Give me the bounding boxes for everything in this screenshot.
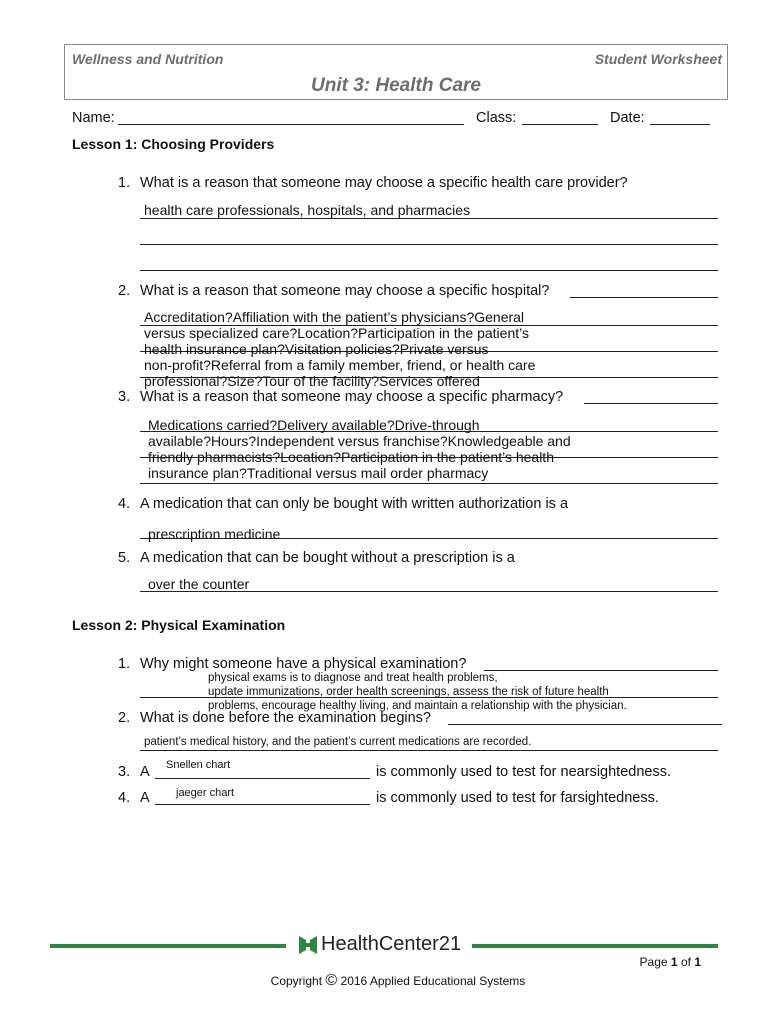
healthcenter-logo-icon: [299, 936, 317, 954]
answer-line[interactable]: [140, 591, 718, 592]
page-current: 1: [670, 955, 678, 969]
answer-line[interactable]: [570, 297, 718, 298]
answer-text: Snellen chart: [166, 759, 231, 771]
answer-line[interactable]: [140, 750, 718, 751]
footer-rule-left: [50, 944, 286, 948]
question-suffix: is commonly used to test for farsightedness.: [376, 790, 659, 806]
answer-text: insurance plan?Traditional versus mail order pharmacy: [148, 465, 489, 481]
question-number: 5.: [118, 550, 131, 566]
lesson-2-title: Lesson 2: Physical Examination: [72, 617, 286, 633]
unit-title: Unit 3: Health Care: [311, 75, 481, 96]
copyright-symbol: ©: [325, 972, 338, 989]
class-label: Class:: [476, 110, 517, 126]
page-prefix: Page: [639, 955, 668, 969]
date-field[interactable]: [650, 124, 710, 125]
name-field[interactable]: [118, 124, 464, 125]
page-of: of: [680, 955, 691, 969]
answer-text: over the counter: [148, 576, 250, 592]
question-number: 3.: [118, 764, 131, 780]
answer-text: health insurance plan?Visitation policies?Private versus: [144, 341, 489, 357]
question-prefix: A: [140, 764, 150, 780]
question-number: 4.: [118, 496, 131, 512]
lesson-1-title: Lesson 1: Choosing Providers: [72, 136, 275, 152]
worksheet-label: Student Worksheet: [594, 51, 722, 67]
answer-line[interactable]: [140, 244, 718, 245]
answer-text: health care professionals, hospitals, and pharmacies: [144, 202, 471, 218]
answer-line[interactable]: [155, 804, 370, 805]
copyright: [0, 972, 768, 990]
answer-text: versus specialized care?Location?Participation in the patient’s: [144, 325, 529, 341]
class-field[interactable]: [522, 124, 598, 125]
question-text: What is done before the examination begins?: [140, 710, 431, 726]
answer-text: patient’s medical history, and the patient’s current medications are recorded.: [144, 736, 532, 748]
answer-line[interactable]: [584, 403, 718, 404]
answer-line[interactable]: [484, 670, 718, 671]
answer-text: prescription medicine: [148, 526, 281, 542]
question-number: 2.: [118, 283, 131, 299]
answer-text: update immunizations, order health screenings, assess the risk of future health: [208, 686, 609, 698]
copyright-prefix: Copyright: [270, 974, 323, 988]
answer-text: Accreditation?Affiliation with the patient’s physicians?General: [144, 309, 525, 325]
page-number: [640, 955, 701, 969]
question-number: 1.: [118, 175, 131, 191]
question-number: 1.: [118, 656, 131, 672]
copyright-text: 2016 Applied Educational Systems: [340, 974, 526, 988]
answer-text: Medications carried?Delivery available?Drive-through: [148, 417, 480, 433]
brand-logo: [299, 933, 461, 956]
course-title: Wellness and Nutrition: [72, 51, 224, 67]
answer-text: problems, encourage healthy living, and maintain a relationship with the physician.: [208, 700, 627, 712]
answer-text: friendly pharmacists?Location?Participation in the patient’s health: [148, 449, 554, 465]
answer-line[interactable]: [155, 778, 370, 779]
question-text: A medication that can be bought without a prescription is a: [140, 550, 515, 566]
answer-line[interactable]: [140, 483, 718, 484]
brand-name: HealthCenter21: [321, 933, 462, 955]
question-text: What is a reason that someone may choose a specific health care provider?: [140, 175, 628, 191]
answer-line[interactable]: [140, 270, 718, 271]
question-text: A medication that can only be bought with written authorization is a: [140, 496, 569, 512]
answer-line[interactable]: [448, 724, 722, 725]
question-number: 2.: [118, 710, 131, 726]
question-text: Why might someone have a physical examination?: [140, 656, 467, 672]
name-label: Name:: [72, 110, 115, 126]
answer-line[interactable]: [140, 538, 718, 539]
date-label: Date:: [610, 110, 645, 126]
question-prefix: A: [140, 790, 150, 806]
answer-text: jaeger chart: [176, 787, 235, 799]
question-text: What is a reason that someone may choose a specific hospital?: [140, 283, 550, 299]
footer-rule-right: [472, 944, 718, 948]
answer-text: non-profit?Referral from a family member, friend, or health care: [144, 357, 536, 373]
answer-line[interactable]: [140, 218, 718, 219]
question-suffix: is commonly used to test for nearsightedness.: [376, 764, 671, 780]
answer-text: professional?Size?Tour of the facility?Services offered: [144, 373, 480, 389]
answer-text: physical exams is to diagnose and treat health problems,: [208, 672, 498, 684]
question-number: 4.: [118, 790, 131, 806]
answer-text: available?Hours?Independent versus franchise?Knowledgeable and: [148, 433, 571, 449]
page-total: 1: [694, 955, 701, 969]
question-number: 3.: [118, 389, 131, 405]
question-text: What is a reason that someone may choose a specific pharmacy?: [140, 389, 564, 405]
